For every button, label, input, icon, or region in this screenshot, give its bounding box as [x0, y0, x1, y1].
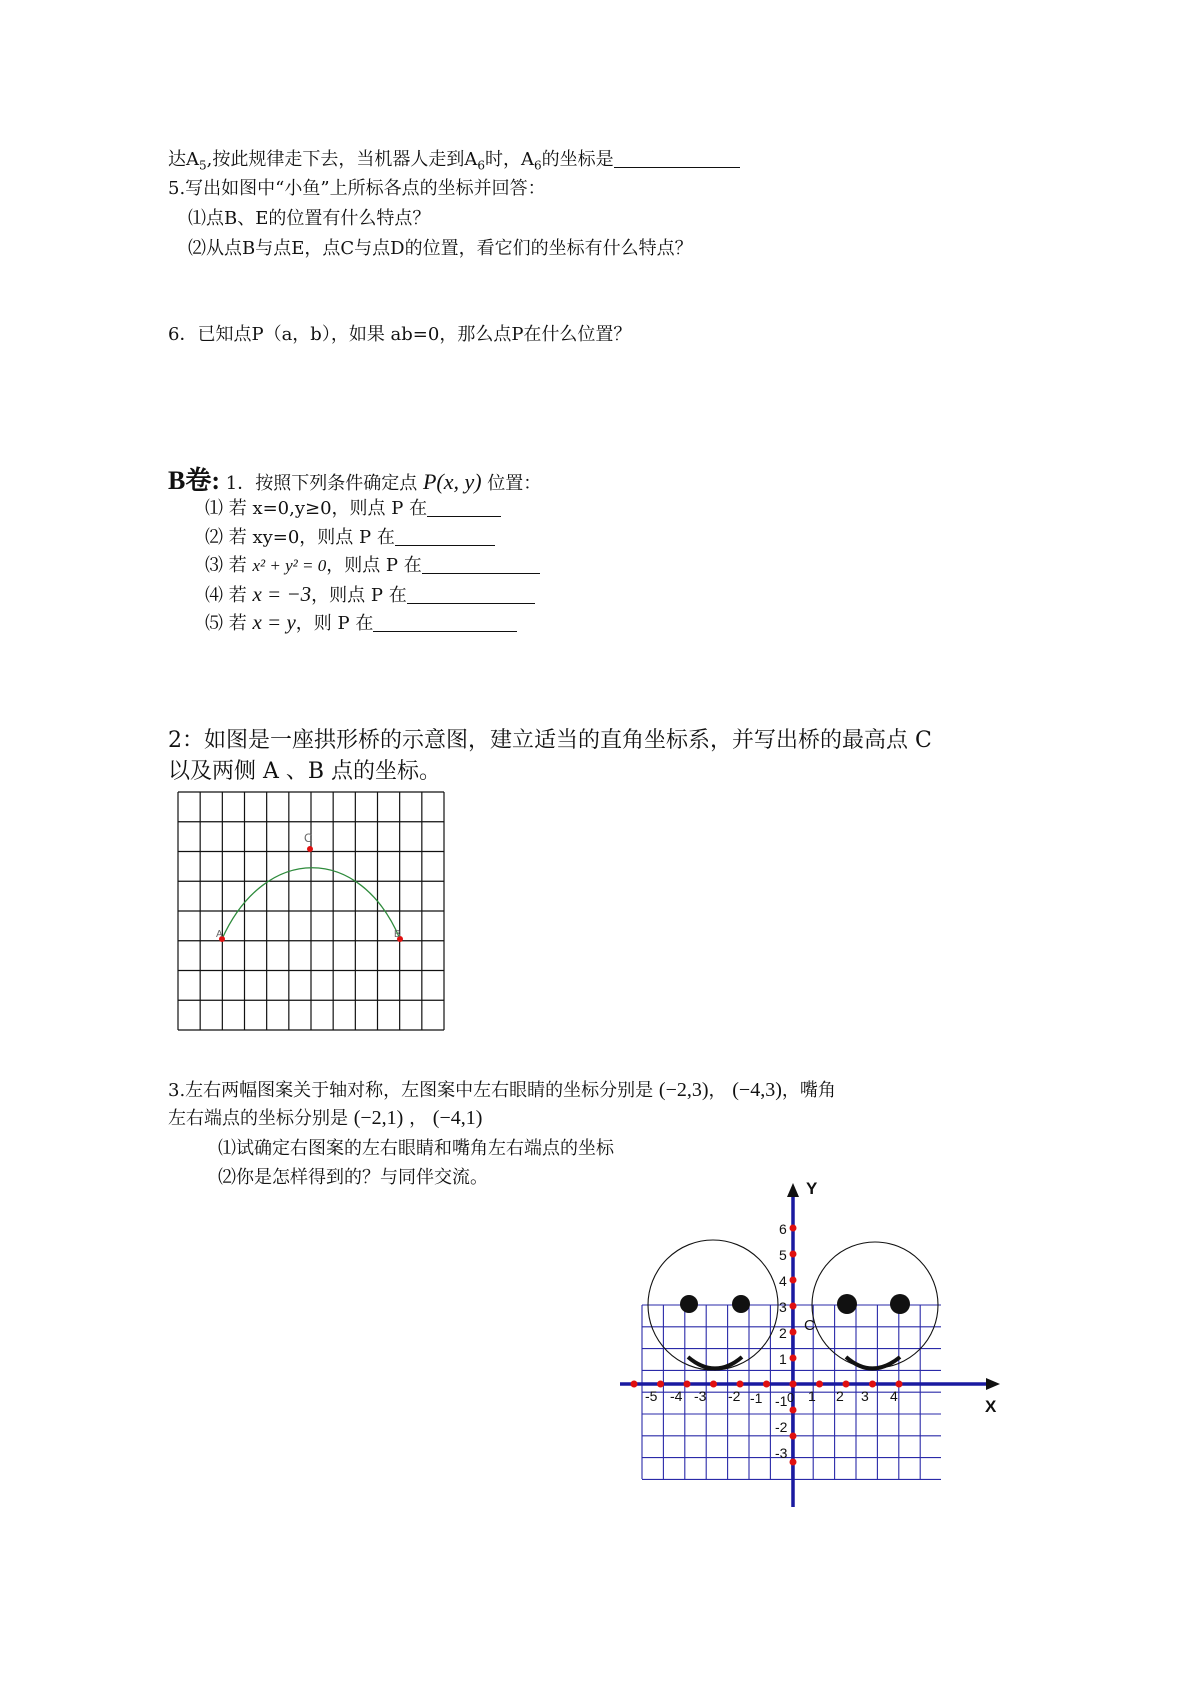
answer-blank — [427, 498, 501, 517]
x-tick-label: 2 — [836, 1388, 844, 1404]
left-face-right-eye — [732, 1295, 750, 1313]
q1-item-1: ⑴ 若 x=0,y≥0，则点 P 在 — [205, 498, 501, 520]
y-tick-label: 3 — [779, 1299, 787, 1315]
q1-item-5: ⑸ 若 x = y，则 P 在 — [205, 611, 517, 635]
q2-line2: 以及两侧 A 、B 点的坐标。 — [168, 759, 442, 784]
y-axis-label: Y — [806, 1179, 818, 1198]
q1-item-4: ⑷ 若 x = −3，则点 P 在 — [205, 583, 535, 607]
q3-line2: 左右端点的坐标分别是 (−2,1) ， (−4,1) — [168, 1107, 483, 1129]
smiley-coordinate-figure — [610, 1175, 1030, 1515]
x-axis-arrow — [986, 1378, 1000, 1390]
x-tick-label: 4 — [890, 1388, 898, 1404]
y-axis-dot — [790, 1225, 797, 1232]
y-tick-label: -2 — [775, 1419, 788, 1435]
x-tick-label: -3 — [694, 1388, 707, 1404]
y-axis-dot — [790, 1329, 797, 1336]
q1-item-3: ⑶ 若 x² + y² = 0，则点 P 在 — [205, 555, 540, 577]
y-axis-dot — [790, 1459, 797, 1466]
y-axis-dot — [790, 1251, 797, 1258]
x-axis-dot — [896, 1381, 903, 1388]
q3-part1: ⑴试确定右图案的左右眼睛和嘴角左右端点的坐标 — [218, 1138, 614, 1159]
y-tick-label: 5 — [779, 1247, 787, 1263]
smiley-axes — [620, 1183, 1000, 1507]
y-tick-label: -1 — [775, 1393, 788, 1409]
x-axis-dot — [710, 1381, 717, 1388]
bridge-grid-figure — [170, 784, 460, 1040]
bridge-label-a: A — [216, 929, 223, 940]
q1-item-2: ⑵ 若 xy=0，则点 P 在 — [205, 527, 495, 549]
x-axis-dot — [869, 1381, 876, 1388]
q5-title: 5.写出如图中“小鱼”上所标各点的坐标并回答： — [168, 178, 546, 199]
q5-part1: ⑴点B、E的位置有什么特点？ — [188, 208, 431, 229]
right-face-right-eye — [890, 1294, 910, 1314]
point-c-label: C — [804, 1317, 815, 1334]
q6: 6．已知点P（a，b），如果 ab=0，那么点P在什么位置？ — [168, 324, 632, 345]
y-axis-dot — [790, 1381, 797, 1388]
right-face-mouth — [846, 1357, 900, 1369]
y-tick-label: 6 — [779, 1221, 787, 1237]
answer-blank — [614, 149, 740, 168]
x-tick-label: -2 — [728, 1388, 741, 1404]
answer-blank — [395, 527, 495, 546]
x-tick-label: -1 — [750, 1390, 763, 1406]
x-tick-label: 3 — [861, 1388, 869, 1404]
part-b-label: B卷: — [168, 466, 221, 495]
x-axis-dot — [737, 1381, 744, 1388]
bridge-grid — [178, 792, 444, 1030]
q4-tail: 达$A_5$,按此规律走下去，当机器人走到$A_6$时，$A_6$的坐标是 — [168, 149, 740, 177]
bridge-label-b: B — [394, 929, 401, 940]
point-p-math: P(x, y) — [422, 469, 482, 494]
x-axis-dot — [843, 1381, 850, 1388]
answer-blank — [373, 613, 517, 632]
q3-line1: 3.左右两幅图案关于轴对称，左图案中左右眼睛的坐标分别是 (−2,3)， (−4,3)，嘴角 — [168, 1079, 836, 1101]
bridge-label-c: C — [304, 831, 313, 845]
answer-blank — [407, 585, 535, 604]
x-axis-label: X — [985, 1397, 997, 1416]
smiley-dots — [631, 1225, 903, 1466]
answer-blank — [422, 555, 540, 574]
q5-part2: ⑵从点B与点E，点C与点D的位置，看它们的坐标有什么特点？ — [188, 238, 693, 259]
x-axis-dot — [684, 1381, 691, 1388]
q3-part2: ⑵你是怎样得到的？与同伴交流。 — [218, 1167, 488, 1188]
q2-line1: 2：如图是一座拱形桥的示意图，建立适当的直角坐标系，并写出桥的最高点 C — [168, 728, 932, 753]
right-face-left-eye — [837, 1294, 857, 1314]
y-axis-dot — [790, 1277, 797, 1284]
x-tick-label: 1 — [808, 1388, 816, 1404]
y-axis-dot — [790, 1407, 797, 1414]
x-tick-label: -4 — [670, 1388, 683, 1404]
y-axis-dot — [790, 1303, 797, 1310]
part-b-q1-intro: B卷: 1．按照下列条件确定点 P(x, y) 位置： — [168, 466, 542, 495]
bridge-point-c — [307, 846, 313, 852]
x-axis-dot — [657, 1381, 664, 1388]
x-axis-dot — [763, 1381, 770, 1388]
origin-label: 0 — [787, 1390, 795, 1405]
x-tick-label: -5 — [645, 1388, 658, 1404]
y-tick-label: -3 — [775, 1445, 788, 1461]
left-face-left-eye — [680, 1295, 698, 1313]
y-axis-dot — [790, 1355, 797, 1362]
y-tick-label: 4 — [779, 1273, 787, 1289]
y-axis-arrow — [787, 1183, 799, 1197]
y-tick-label: 1 — [779, 1351, 787, 1367]
x-axis-dot — [631, 1381, 638, 1388]
smiley-tick-labels — [645, 1221, 898, 1461]
x-axis-dot — [816, 1381, 823, 1388]
y-axis-dot — [790, 1433, 797, 1440]
y-tick-label: 2 — [779, 1325, 787, 1341]
